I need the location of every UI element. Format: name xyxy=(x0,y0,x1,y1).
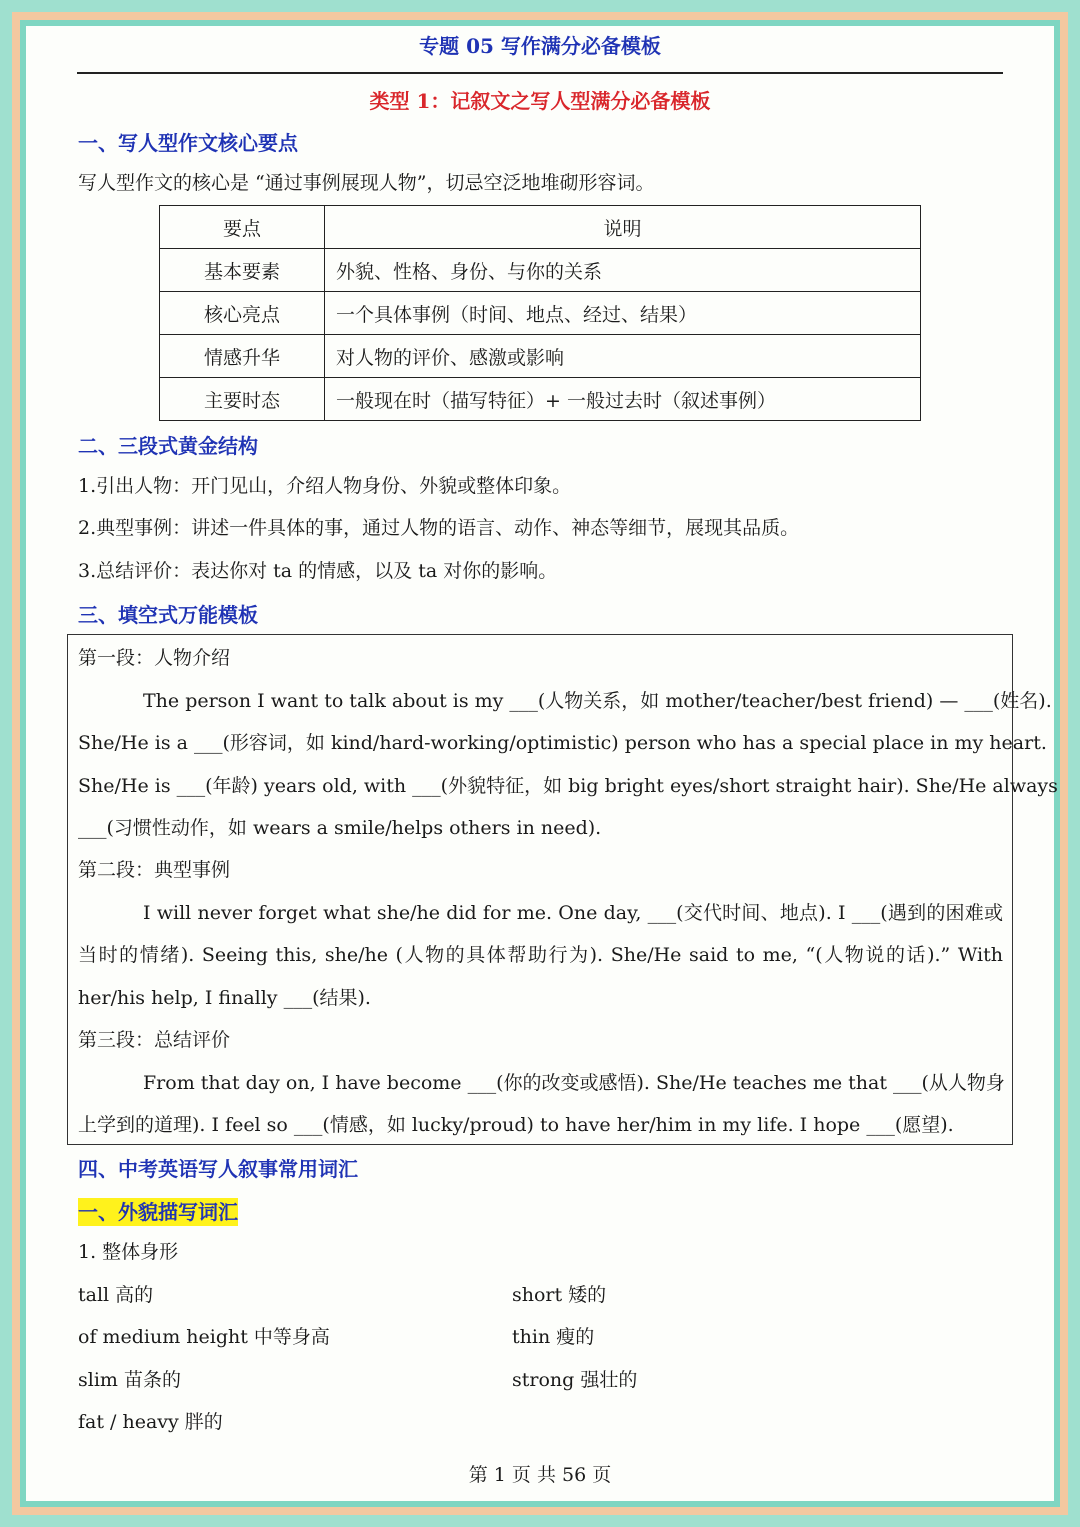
key-points-table xyxy=(159,205,921,421)
template-line: I will never forget what she/he did for me. One day, ___(交代时间、地点). I ___(遇到的困难或 xyxy=(143,902,1003,924)
highlighted-subheading: 一、外貌描写词汇 xyxy=(78,1200,238,1224)
paragraph-label: 第一段：人物介绍 xyxy=(78,647,231,669)
template-line: From that day on, I have become ___(你的改变或感悟). She/He teaches me that ___(从人物身 xyxy=(143,1072,1005,1094)
table-cell-desc: 一般现在时（描写特征）+ 一般过去时（叙述事例） xyxy=(325,378,921,421)
template-line: She/He is ___(年龄) years old, with ___(外貌特征，如 big bright eyes/short straight hair). She/He always xyxy=(78,775,1058,797)
template-line: her/his help, I finally ___(结果). xyxy=(78,987,371,1009)
section-1-intro: 写人型作文的核心是 “通过事例展现人物”，切忌空泛地堆砌形容词。 xyxy=(78,172,655,194)
type-title: 类型 1：记叙文之写人型满分必备模板 xyxy=(369,89,711,113)
table-row xyxy=(160,249,921,292)
vocab-item: of medium height 中等身高 xyxy=(78,1326,330,1348)
title-divider xyxy=(77,72,1003,74)
section-3-heading: 三、填空式万能模板 xyxy=(78,603,258,627)
vocab-item: strong 强壮的 xyxy=(512,1369,638,1391)
vocab-item: short 矮的 xyxy=(512,1284,607,1306)
structure-item: 3.总结评价：表达你对 ta 的情感，以及 ta 对你的影响。 xyxy=(78,560,558,582)
template-line: ___(习惯性动作，如 wears a smile/helps others in need). xyxy=(78,817,602,839)
table-cell-desc: 一个具体事例（时间、地点、经过、结果） xyxy=(325,292,921,335)
structure-item: 1.引出人物：开门见山，介绍人物身份、外貌或整体印象。 xyxy=(78,475,572,497)
vocab-item: fat / heavy 胖的 xyxy=(78,1411,223,1433)
section-2-heading: 二、三段式黄金结构 xyxy=(78,434,258,458)
vocab-item: tall 高的 xyxy=(78,1284,154,1306)
template-line: 当时的情绪). Seeing this, she/he (人物的具体帮助行为). She/He said to me, “(人物说的话).” With xyxy=(78,944,1003,966)
table-header-row xyxy=(160,206,921,249)
table-cell-point: 情感升华 xyxy=(160,335,325,378)
table-row xyxy=(160,292,921,335)
table-cell-desc: 外貌、性格、身份、与你的关系 xyxy=(325,249,921,292)
document-title: 专题 05 写作满分必备模板 xyxy=(419,34,661,58)
vocab-subheading xyxy=(78,1196,238,1225)
table-cell-point: 核心亮点 xyxy=(160,292,325,335)
template-line: She/He is a ___(形容词，如 kind/hard-working/optimistic) person who has a special place in my heart. xyxy=(78,732,1047,754)
page-number: 第 1 页 共 56 页 xyxy=(468,1464,612,1486)
paragraph-label: 第二段：典型事例 xyxy=(78,859,231,881)
section-1-heading: 一、写人型作文核心要点 xyxy=(78,131,298,155)
table-header-cell: 要点 xyxy=(160,206,325,249)
vocab-group-title: 1. 整体身形 xyxy=(78,1241,179,1263)
table-cell-point: 基本要素 xyxy=(160,249,325,292)
vocab-item: thin 瘦的 xyxy=(512,1326,595,1348)
template-line: 上学到的道理). I feel so ___(情感，如 lucky/proud) to have her/him in my life. I hope ___(愿望). xyxy=(78,1114,954,1136)
table-cell-point: 主要时态 xyxy=(160,378,325,421)
table-row xyxy=(160,378,921,421)
template-line: The person I want to talk about is my ___(人物关系，如 mother/teacher/best friend) — ___(姓名). xyxy=(143,690,1052,712)
section-4-heading: 四、中考英语写人叙事常用词汇 xyxy=(78,1157,358,1181)
table-header-cell: 说明 xyxy=(325,206,921,249)
table-cell-desc: 对人物的评价、感激或影响 xyxy=(325,335,921,378)
table-row xyxy=(160,335,921,378)
paragraph-label: 第三段：总结评价 xyxy=(78,1029,231,1051)
structure-item: 2.典型事例：讲述一件具体的事，通过人物的语言、动作、神态等细节，展现其品质。 xyxy=(78,517,800,539)
vocab-item: slim 苗条的 xyxy=(78,1369,181,1391)
